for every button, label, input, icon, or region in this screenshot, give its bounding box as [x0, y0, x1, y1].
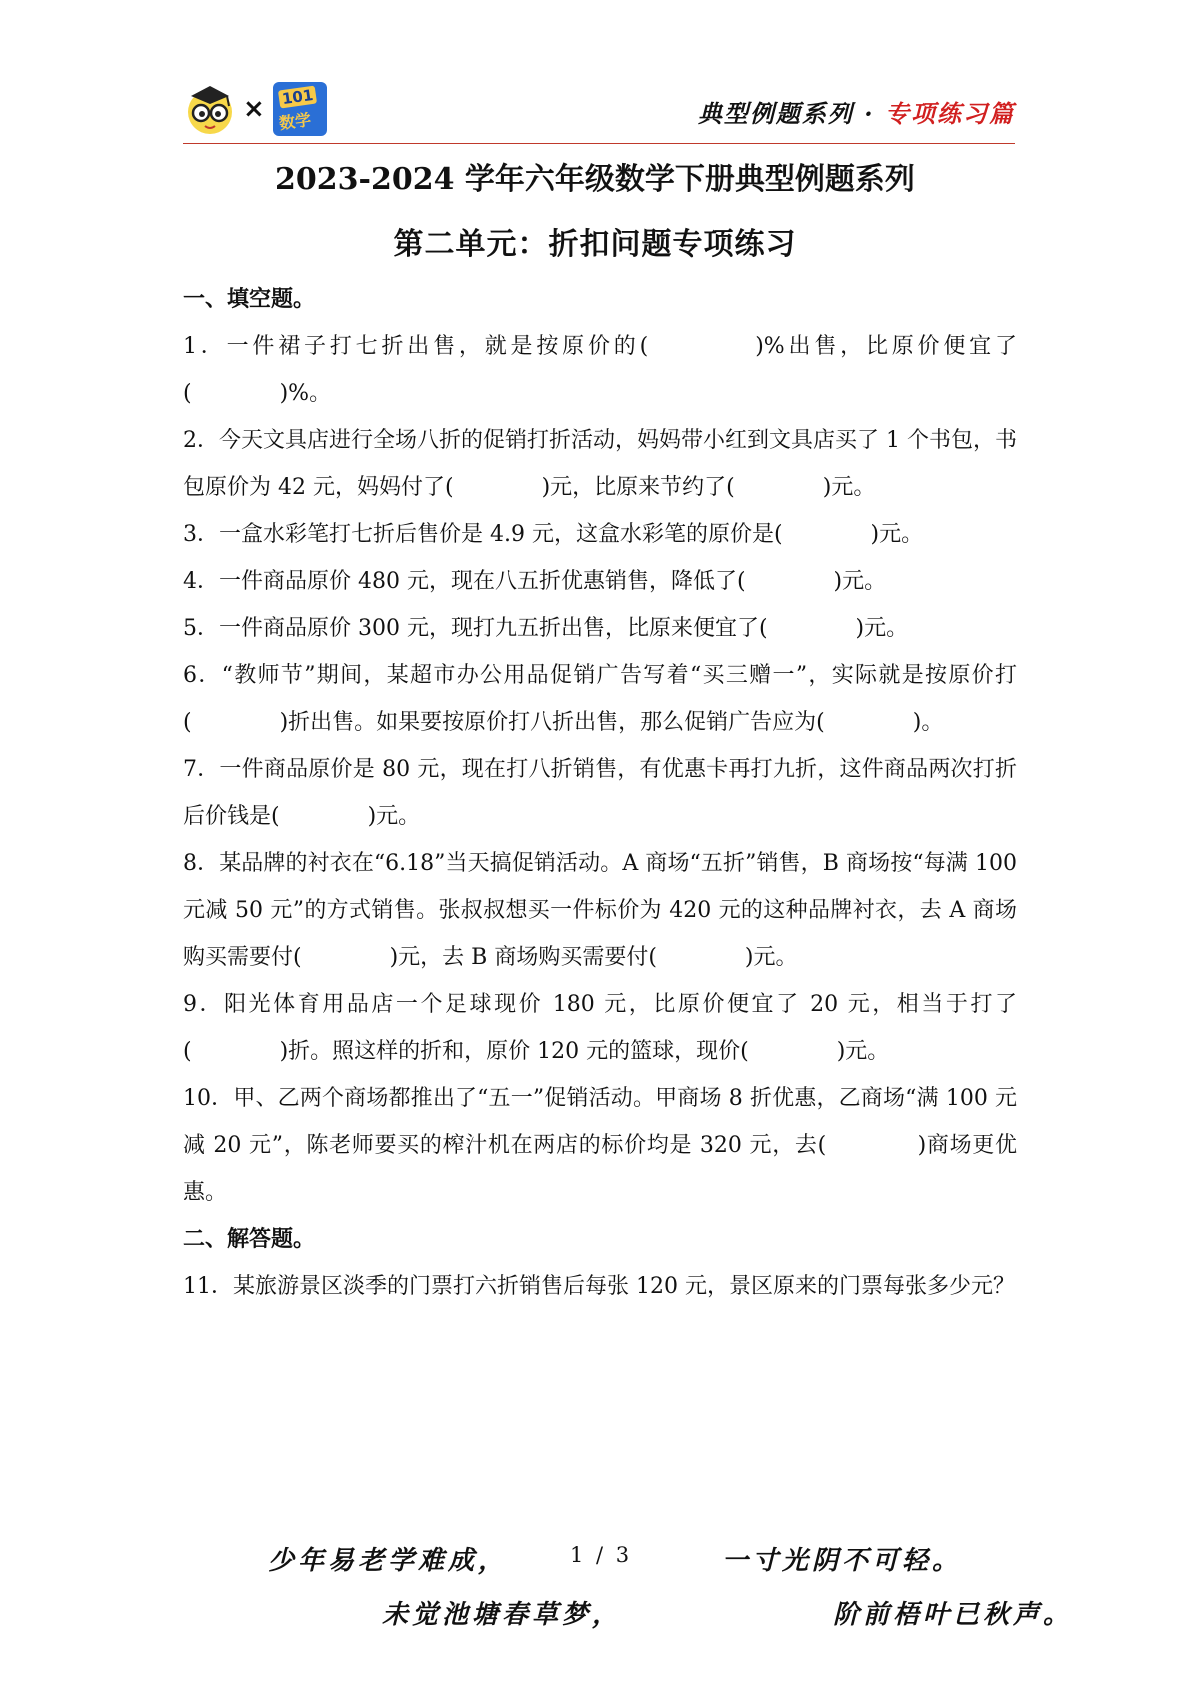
logo-number: 101	[278, 85, 317, 108]
series-label	[698, 94, 1015, 129]
question-9: 9．阳光体育用品店一个足球现价 180 元，比原价便宜了 20 元，相当于打了( )折。照这样的折和，原价 120 元的篮球，现价( )元。	[183, 992, 1017, 1064]
poem-line-2-right: 阶前梧叶已秋声。	[833, 1600, 1074, 1630]
page-header	[183, 78, 1015, 144]
times-symbol: ×	[243, 94, 265, 124]
header-logos	[183, 82, 327, 136]
question-10: 10．甲、乙两个商场都推出了“五一”促销活动。甲商场 8 折优惠，乙商场“满 100 元减 20 元”，陈老师要买的榨汁机在两店的标价均是 320 元，去( )商场更优惠。	[183, 1086, 1017, 1205]
question-3: 3．一盒水彩笔打七折后售价是 4.9 元，这盒水彩笔的原价是( )元。	[183, 522, 924, 547]
math-101-logo	[273, 82, 327, 136]
section-heading-fill-blank: 一、填空题。	[183, 287, 316, 312]
document-title: 2023-2024 学年六年级数学下册典型例题系列	[275, 162, 915, 197]
question-7: 7．一件商品原价是 80 元，现在打八折销售，有优惠卡再打九折，这件商品两次打折后价钱是( )元。	[183, 757, 1017, 829]
poem-line-1-right: 一寸光阴不可轻。	[722, 1546, 963, 1576]
header-divider	[183, 143, 1015, 144]
poem-line-1-left: 少年易老学难成，	[268, 1546, 509, 1576]
question-1: 1．一件裙子打七折出售，就是按原价的( )%出售，比原价便宜了( )%。	[183, 334, 1017, 406]
document-subtitle: 第二单元：折扣问题专项练习	[393, 227, 797, 262]
question-11: 11．某旅游景区淡季的门票打六折销售后每张 120 元，景区原来的门票每张多少元？	[183, 1274, 1015, 1299]
question-5: 5．一件商品原价 300 元，现打九五折出售，比原来便宜了( )元。	[183, 616, 909, 641]
question-4: 4．一件商品原价 480 元，现在八五折优惠销售，降低了( )元。	[183, 569, 887, 594]
section-heading-word-problems: 二、解答题。	[183, 1227, 316, 1252]
question-6: 6．“教师节”期间，某超市办公用品促销广告写着“买三赠一”，实际就是按原价打( )折出售。如果要按原价打八折出售，那么促销广告应为( )。	[183, 663, 1017, 735]
question-8: 8．某品牌的衬衣在“6.18”当天搞促销活动。A 商场“五折”销售，B 商场按“每满 100 元减 50 元”的方式销售。张叔叔想买一件标价为 420 元的这种品牌衬衣，去 A 商场购买需要付( )元，去 B 商场购买需要付( )元。	[183, 851, 1017, 970]
page-number: 1 / 3	[570, 1543, 633, 1567]
logo-text: 数学	[277, 109, 313, 134]
series-label-main: 典型例题系列 ·	[697, 99, 885, 128]
series-label-highlight: 专项练习篇	[885, 99, 1015, 128]
poem-line-2-left: 未觉池塘春草梦，	[382, 1600, 623, 1630]
question-2: 2．今天文具店进行全场八折的促销打折活动，妈妈带小红到文具店买了 1 个书包，书包原价为 42 元，妈妈付了( )元，比原来节约了( )元。	[183, 428, 1017, 500]
exercise-content	[183, 276, 1017, 1310]
owl-mascot-logo	[183, 82, 237, 136]
